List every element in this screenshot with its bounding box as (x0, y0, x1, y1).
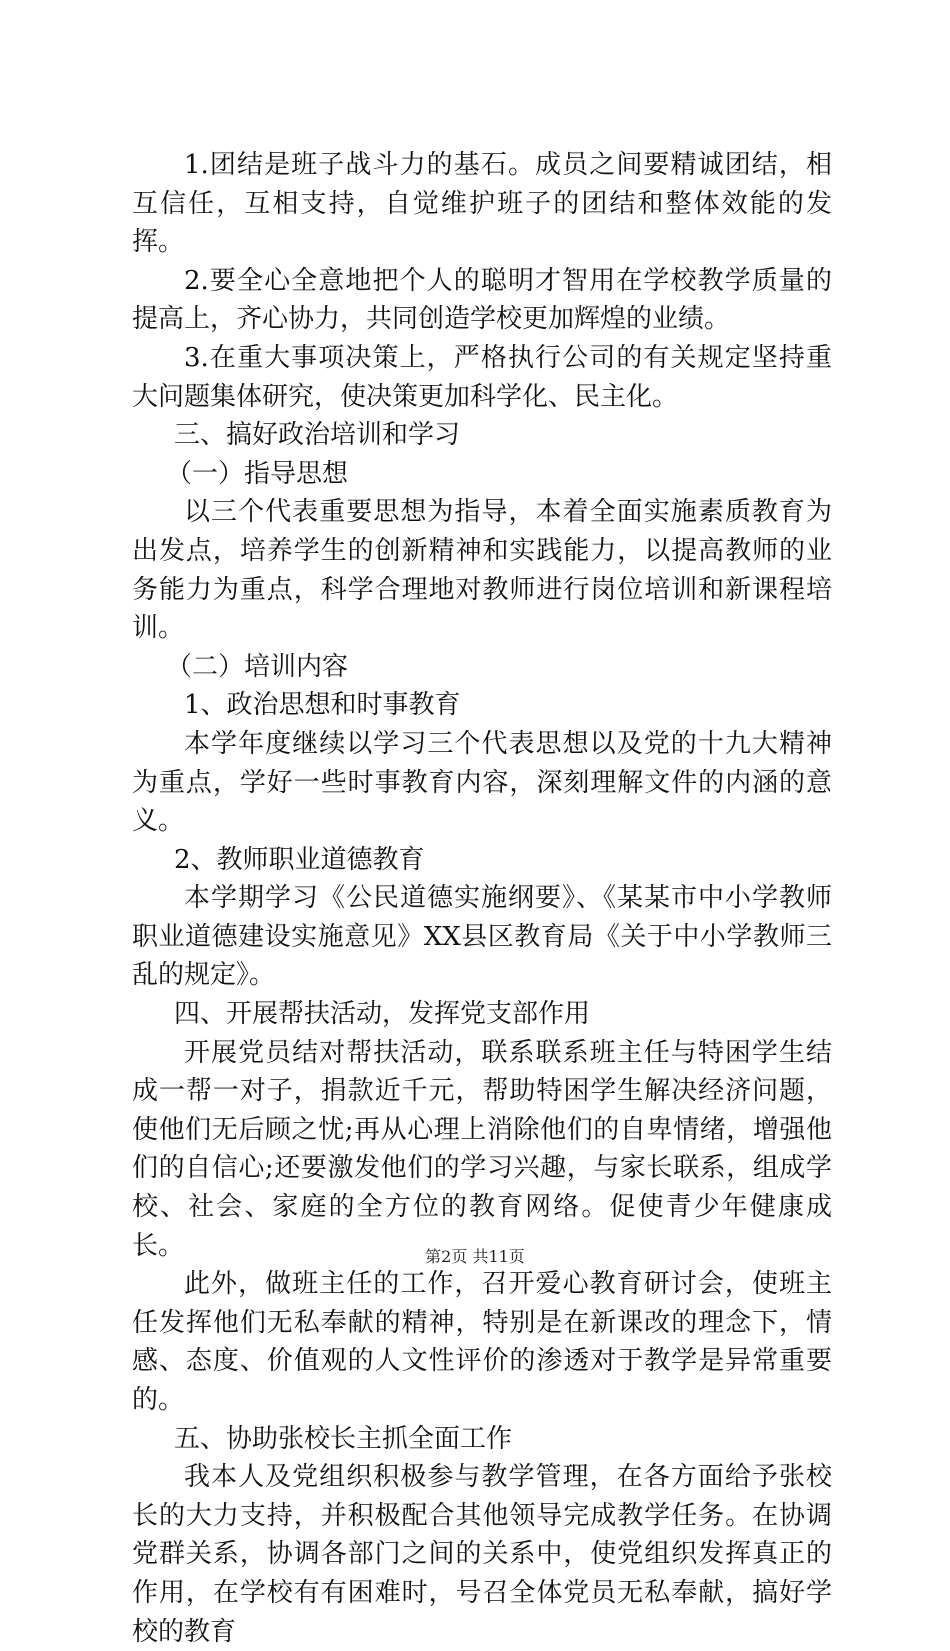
paragraph-guiding-thought: 以三个代表重要思想为指导，本着全面实施素质教育为出发点，培养学生的创新精神和实践能力，以提高教师的业务能力为重点，科学合理地对教师进行岗位培训和新课程培训。 (132, 497, 832, 644)
paragraph-ethics-education: 本学期学习《公民道德实施纲要》、《某某市中小学教师职业道德建设实施意见》XX县区教育局《关于中小学教师三乱的规定》。 (132, 883, 832, 991)
paragraph-assistance: 开展党员结对帮扶活动，联系联系班主任与特困学生结成一帮一对子，捐款近千元，帮助特困学生解决经济问题，使他们无后顾之忧;再从心理上消除他们的自卑情绪，增强他们的自信心;还要激发他们的学习兴趣，与家长联系，组成学校、社会、家庭的全方位的教育网络。促使青少年健康成长。 (132, 1037, 832, 1261)
subheading-training-content: （二）培训内容 (166, 651, 349, 682)
paragraph-3: 3.在重大事项决策上，严格执行公司的有关规定坚持重大问题集体研究，使决策更加科学化、民主化。 (132, 342, 832, 412)
paragraph-1: 1.团结是班子战斗力的基石。成员之间要精诚团结，相互信任，互相支持，自觉维护班子的团结和整体效能的发挥。 (132, 150, 832, 258)
page-footer: 第2页 共11页 (425, 1247, 525, 1266)
paragraph-head-teacher: 此外，做班主任的工作，召开爱心教育研讨会，使班主任发挥他们无私奉献的精神，特别是在新课改的理念下，情感、态度、价值观的人文性评价的渗透对于教学是异常重要的。 (132, 1269, 832, 1415)
paragraph-2: 2.要全心全意地把个人的聪明才智用在学校教学质量的提高上，齐心协力，共同创造学校更加辉煌的业绩。 (132, 265, 832, 335)
section-heading-5: 五、协助张校长主抓全面工作 (174, 1423, 513, 1454)
paragraph-management: 我本人及党组织积极参与教学管理，在各方面给予张校长的大力支持，并积极配合其他领导完成教学任务。在协调党群关系，协调各部门之间的关系中，使党组织发挥真正的作用，在学校有有困难时，号召全体党员无私奉献，搞好学校的教育 (132, 1462, 832, 1647)
subheading-guiding-thought: （一）指导思想 (166, 458, 349, 489)
item-political-education: 1、政治思想和时事教育 (184, 690, 461, 721)
section-heading-3: 三、搞好政治培训和学习 (174, 420, 461, 451)
item-ethics-education: 2、教师职业道德教育 (174, 844, 425, 875)
section-heading-4: 四、开展帮扶活动，发挥党支部作用 (174, 999, 591, 1030)
document-body (132, 146, 832, 1651)
paragraph-political-education: 本学年度继续以学习三个代表思想以及党的十九大精神为重点，学好一些时事教育内容，深刻理解文件的内涵的意义。 (132, 728, 832, 837)
